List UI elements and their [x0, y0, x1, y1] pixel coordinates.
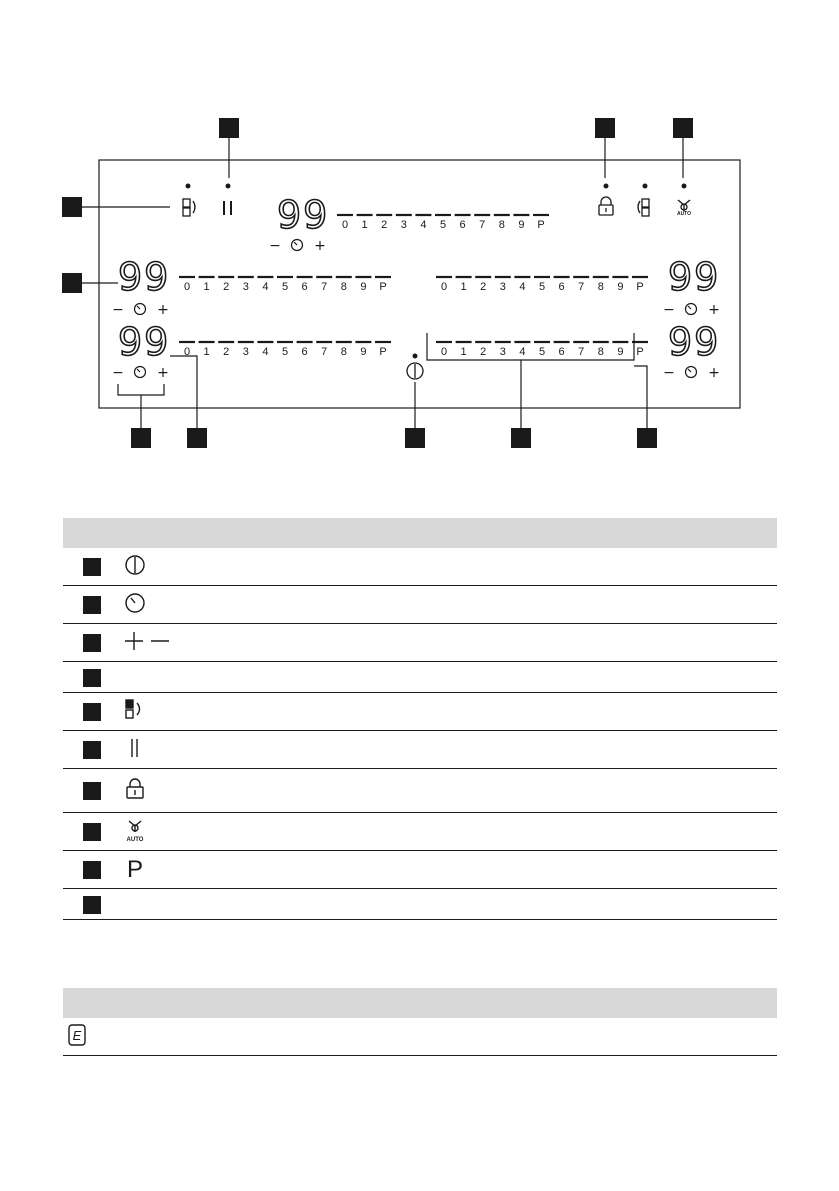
scale-label: 8	[498, 219, 505, 231]
controls-table-row	[63, 889, 777, 920]
row-number-marker	[83, 896, 101, 914]
scale-label: 9	[617, 281, 624, 293]
scale-label: 9	[518, 219, 525, 231]
scale-label: 5	[538, 346, 546, 358]
scale-label: 6	[459, 219, 466, 231]
controls-table-row	[63, 813, 777, 851]
scale-label: 5	[281, 281, 289, 293]
minus-button[interactable]: −	[112, 365, 124, 381]
left-front-display: 99	[118, 255, 171, 299]
left-rear-power-scale[interactable]	[179, 342, 391, 358]
scale-label: 7	[479, 219, 486, 231]
P-icon	[123, 856, 147, 885]
scale-label: 3	[242, 346, 249, 358]
scale-label: 2	[480, 346, 487, 358]
controls-table-header	[63, 518, 777, 548]
center-power-scale[interactable]	[337, 215, 549, 231]
scale-label: 0	[440, 346, 448, 358]
row-number-marker	[83, 703, 101, 721]
right-rear-power-scale[interactable]	[436, 342, 648, 358]
callout-marker-bridge	[62, 197, 82, 217]
minus-button[interactable]: −	[112, 302, 124, 318]
left-front-timer-controls	[112, 302, 169, 318]
scale-label: 5	[538, 281, 546, 293]
scale-label: 3	[499, 281, 506, 293]
scale-label: 1	[460, 346, 467, 358]
controls-table	[63, 518, 777, 920]
scale-label: 8	[340, 281, 347, 293]
scale-label: 3	[242, 281, 249, 293]
timer-icon	[123, 591, 147, 620]
timer-icon[interactable]	[135, 367, 146, 378]
scale-label: 3	[499, 346, 506, 358]
hob2hood-auto-icon[interactable]	[678, 200, 690, 211]
scale-label: 7	[321, 346, 328, 358]
right-front-power-scale[interactable]	[436, 277, 648, 293]
scale-label: P	[379, 346, 387, 358]
scale-label: 2	[223, 281, 230, 293]
controls-table-row	[63, 693, 777, 731]
scale-label: 0	[440, 281, 448, 293]
scale-label: 7	[578, 281, 585, 293]
pause-icon	[123, 736, 147, 765]
callout-marker-power	[405, 428, 425, 448]
scale-label: 0	[183, 281, 191, 293]
controls-table-row	[63, 851, 777, 889]
scale-label: 7	[578, 346, 585, 358]
scale-label: 6	[301, 346, 308, 358]
svg-text:AUTO: AUTO	[126, 837, 144, 842]
plus-button[interactable]: +	[708, 365, 720, 381]
control-panel-frame	[99, 160, 740, 408]
scale-label: 0	[341, 219, 349, 231]
row-number-marker	[83, 596, 101, 614]
row-number-marker	[83, 558, 101, 576]
callout-marker-lock	[595, 118, 615, 138]
row-number-marker	[83, 669, 101, 687]
right-rear-timer-controls	[663, 365, 720, 381]
displays-table-row	[63, 1018, 777, 1056]
row-number-marker	[83, 634, 101, 652]
controls-table-row	[63, 586, 777, 624]
scale-label: 8	[597, 281, 604, 293]
row-number-marker	[83, 741, 101, 759]
bridge-icon	[123, 698, 147, 727]
scale-label: P	[537, 219, 545, 231]
scale-label: 8	[340, 346, 347, 358]
scale-label: 1	[203, 346, 210, 358]
scale-label: 1	[460, 281, 467, 293]
right-front-timer-controls	[663, 302, 720, 318]
right-rear-display: 99	[668, 320, 721, 364]
scale-label: 4	[262, 281, 269, 293]
svg-text:E: E	[72, 1028, 82, 1043]
scale-label: 6	[301, 281, 308, 293]
minus-button[interactable]: −	[663, 365, 675, 381]
displays-table	[63, 988, 777, 1056]
scale-label: 0	[183, 346, 191, 358]
plus-button[interactable]: +	[708, 302, 720, 318]
scale-label: 4	[262, 346, 269, 358]
center-timer-controls	[269, 238, 326, 254]
minus-button[interactable]: −	[663, 302, 675, 318]
scale-label: 7	[321, 281, 328, 293]
auto-label: AUTO	[676, 211, 692, 217]
scale-label: 5	[281, 346, 289, 358]
scale-label: 9	[617, 346, 624, 358]
center-display: 99	[277, 193, 330, 237]
callout-marker-timer	[131, 428, 151, 448]
row-number-marker	[83, 782, 101, 800]
callout-marker-scale	[187, 428, 207, 448]
row-number-marker	[83, 861, 101, 879]
controls-table-row	[63, 731, 777, 769]
timer-icon[interactable]	[686, 304, 697, 315]
svg-text:P: P	[127, 856, 144, 880]
callout-marker-p	[637, 428, 657, 448]
plus-minus-icon	[123, 629, 173, 658]
plus-button[interactable]: +	[157, 365, 169, 381]
scale-label: 1	[203, 281, 210, 293]
displays-table-header	[63, 988, 777, 1018]
callout-marker-display	[62, 273, 82, 293]
power-icon	[123, 553, 147, 582]
error-display-icon	[66, 1023, 90, 1052]
hob2hood-auto-icon	[123, 818, 147, 847]
scale-label: 2	[223, 346, 230, 358]
scale-label: 4	[420, 219, 427, 231]
callout-marker-auto	[673, 118, 693, 138]
timer-icon[interactable]	[135, 304, 146, 315]
scale-label: 8	[597, 346, 604, 358]
scale-label: 2	[480, 281, 487, 293]
lock-icon	[123, 777, 147, 806]
controls-table-row	[63, 624, 777, 662]
pause-icon[interactable]	[224, 201, 231, 215]
scale-label: P	[379, 281, 387, 293]
scale-label: 1	[361, 219, 368, 231]
timer-icon[interactable]	[292, 240, 303, 251]
timer-icon[interactable]	[686, 367, 697, 378]
plus-button[interactable]: +	[314, 238, 326, 254]
callout-marker-pause	[219, 118, 239, 138]
controls-table-row	[63, 662, 777, 693]
left-rear-timer-controls	[112, 365, 169, 381]
scale-label: 9	[360, 281, 367, 293]
control-panel-diagram	[0, 0, 839, 470]
indicator-dots	[183, 184, 687, 359]
scale-label: 5	[439, 219, 447, 231]
scale-label: P	[636, 281, 644, 293]
scale-label: 9	[360, 346, 367, 358]
scale-label: P	[636, 346, 644, 358]
scale-label: 4	[519, 281, 526, 293]
bridge-icon[interactable]	[183, 199, 195, 216]
lock-icon[interactable]	[599, 197, 613, 215]
plus-button[interactable]: +	[157, 302, 169, 318]
left-rear-display: 99	[118, 320, 171, 364]
left-front-power-scale[interactable]	[179, 277, 391, 293]
scale-label: 6	[558, 346, 565, 358]
minus-button[interactable]: −	[269, 238, 281, 254]
scale-label: 4	[519, 346, 526, 358]
right-front-display: 99	[668, 255, 721, 299]
callout-marker-control-bar	[511, 428, 531, 448]
controls-table-row	[63, 548, 777, 586]
power-icon[interactable]	[407, 363, 423, 379]
scale-label: 3	[400, 219, 407, 231]
row-number-marker	[83, 823, 101, 841]
bridge-secondary-icon[interactable]	[638, 199, 649, 216]
scale-label: 2	[381, 219, 388, 231]
controls-table-row	[63, 769, 777, 813]
scale-label: 6	[558, 281, 565, 293]
